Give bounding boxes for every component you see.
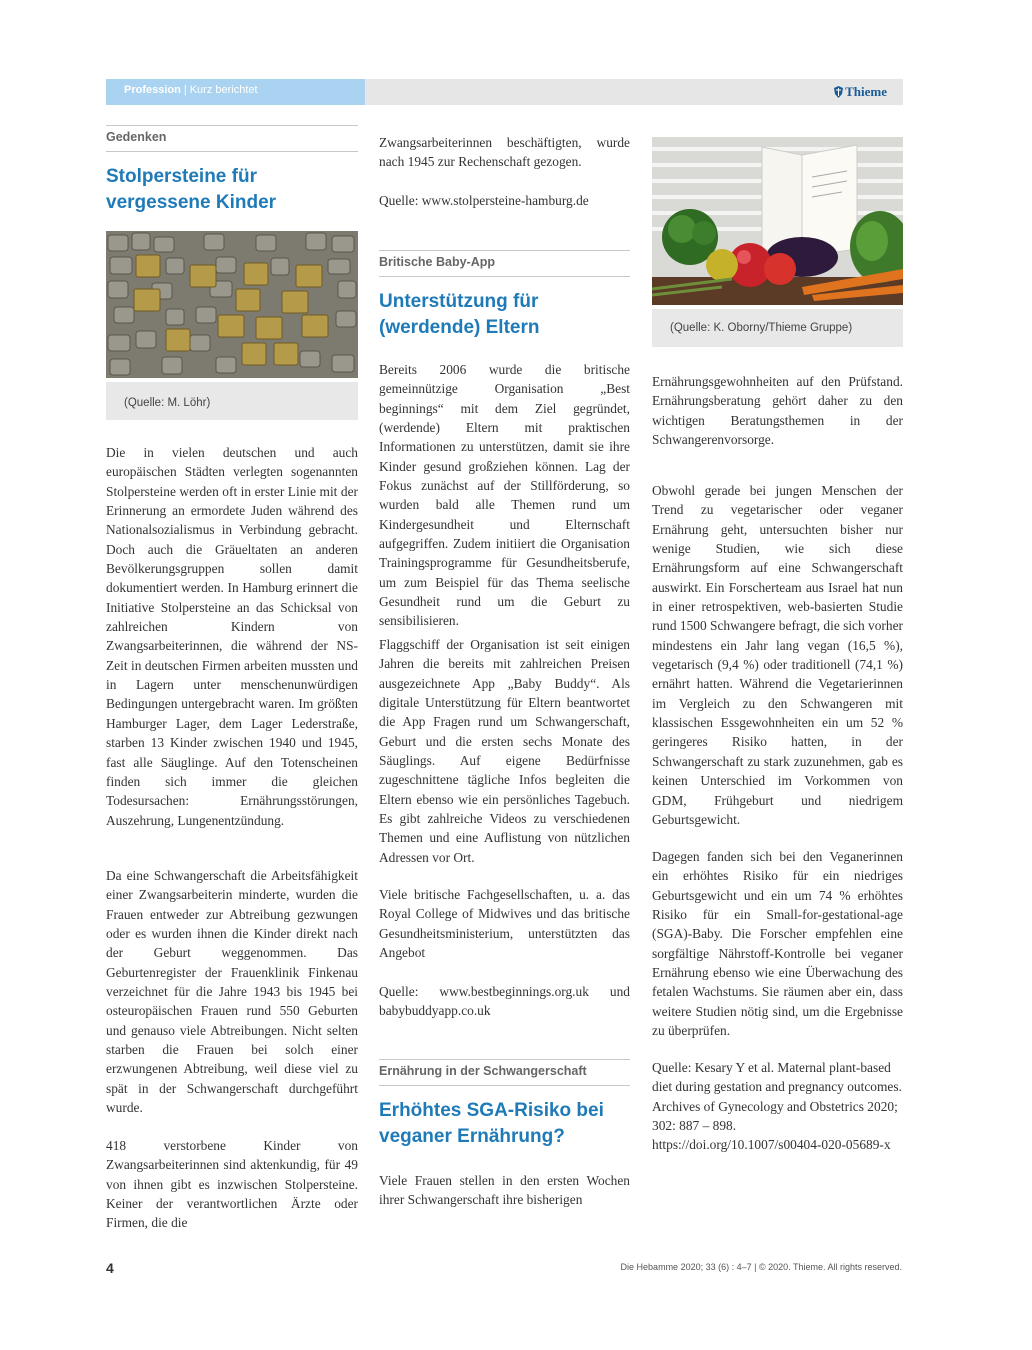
stolpersteine-photo	[106, 231, 358, 378]
article1-paragraph-1: Die in vielen deutschen und auch europäischen Städten verlegten sogenannten Stolpersteine werden oft in erster Linie mit der Erinnerung an ermordete Juden während des Nationalsozialismus in Verbindung gebracht. Doch auch die Gräueltaten an anderen Bevölkerungsgruppen sollen damit dokumentiert werden. In Hamburg erinnert die Initiative Stolpersteine an das Schicksal von zahlreichen Kindern von Zwangsarbeiterinnen, die während der NS-Zeit in deutschen Firmen arbeiten mussten und in Lagern unter menschenunwürdigen Bedingungen untergebracht waren. Im größten Hamburger Lager, dem Lager Lederstraße, starben 13 Kinder zwischen 1940 und 1945, fast alle Säuglinge. Auf den Totenscheinen finden sich immer die gleichen Todesursachen: Ernährungsstörungen, Auszehrung, Lungenentzündung.	[106, 445, 358, 828]
article3-paragraph-1: Viele Frauen stellen in den ersten Wochen ihrer Schwangerschaft ihre bisherigen	[379, 1173, 630, 1208]
article3-paragraph-2: Ernährungsgewohnheiten auf den Prüfstand. Ernährungsberatung gehört daher zu den wichtigen Beratungsthemen in der Schwangerenvorsorge.	[652, 374, 903, 448]
article1-paragraph-2: Da eine Schwangerschaft die Arbeitsfähigkeit einer Zwangsarbeiterin minderte, wurden die Frauen entweder zur Abtreibung gezwungen oder es wurden ihnen die Kinder direkt nach der Geburt weggenommen. Das Geburtenregister der Frauenklinik Finkenau verzeichnet für die Jahre 1943 bis 1945 bei osteuropäischen Frauen rund 550 Geburten und genauso viele Abtreibungen. Nicht selten starben die Frauen bei solch einer erzwungenen Abtreibung, weil diese viel zu spät in der Schwangerschaft durchgeführt wurde.	[106, 868, 358, 1116]
article2-headline: Unterstützung für (werdende) Eltern	[379, 291, 540, 338]
article1-source: Quelle: www.stolpersteine-hamburg.de	[379, 193, 589, 208]
article1-paragraph-4: Zwangsarbeiterinnen beschäftigten, wurde nach 1945 zur Rechenschaft gezogen.	[379, 135, 630, 170]
article2-paragraph-3: Viele britische Fachgesellschaften, u. a. das Royal College of Midwives und das britische Gesundheitsministerium, unterstützten das Angebot	[379, 887, 630, 961]
cobblestones-image	[106, 231, 358, 378]
article1-headline: Stolpersteine für vergessene Kinder	[106, 166, 277, 213]
footer-citation: Die Hebamme 2020; 33 (6) : 4–7 | © 2020. Thieme. All rights reserved.	[620, 1262, 902, 1272]
publisher-logo	[834, 84, 887, 100]
article3-source: Quelle: Kesary Y et al. Maternal plant-based diet during gestation and pregnancy outcomes. Archives of Gynecology and Obstetrics 2020; 302: 887 – 898. https://doi.org/10.1007/s00404-020-05689-x	[652, 1060, 902, 1153]
article2-paragraph-2: Flaggschiff der Organisation ist seit einigen Jahren die bereits mit zahlreichen Preisen ausgezeichnete App „Baby Buddy“. Als digitale Unterstützung für Eltern beantwortet die App Fragen rund um Schwangerschaft, Geburt und die ersten sechs Monate des Säuglings. Auf eigene Bedürfnisse zugeschnittene tägliche Infos begleiten die Eltern ebenso wie ein persönliches Tagebuch. Es gibt zahlreiche Videos zu verschiedenen Themen und eine Auflistung von nützlichen Adressen vor Ort.	[379, 637, 630, 865]
header-separator: |	[183, 84, 187, 96]
header-section-name: Profession	[124, 84, 181, 96]
page-number: 4	[106, 1260, 114, 1276]
article2-section-label: Britische Baby-App	[379, 250, 630, 277]
header-subsection: Kurz berichtet	[189, 84, 258, 96]
publisher-name: Thieme	[845, 84, 887, 99]
article3-paragraph-4: Dagegen fanden sich bei den Veganerinnen ein erhöhtes Risiko für ein niedriges Geburtsgewicht und ein um 74 % erhöhtes Risiko für ein Small-for-gestational-age (SGA)-Baby. Die Forscher empfehlen eine sorgfältige Nährstoff-Kontrolle bei veganer Ernährung ebenso wie eine Überwachung des fetalen Wachstums. Sie räumen aber ein, dass weitere Studien nötig sind, um die Ergebnisse zu überprüfen.	[652, 849, 903, 1039]
header-section	[106, 79, 365, 105]
article2-source: Quelle: www.bestbeginnings.org.uk und babybuddyapp.co.uk	[379, 984, 630, 1019]
vegetables-photo	[652, 137, 903, 305]
running-header	[106, 79, 903, 105]
article1-photo-caption: (Quelle: M. Löhr)	[106, 382, 358, 420]
article3-headline: Erhöhtes SGA-Risiko bei veganer Ernährung?	[379, 1100, 604, 1147]
vegetables-and-book-image	[652, 137, 903, 305]
article1-section-label: Gedenken	[106, 125, 358, 152]
thieme-logo-icon	[834, 86, 843, 98]
article3-section-label: Ernährung in der Schwangerschaft	[379, 1059, 630, 1086]
article3-paragraph-3: Obwohl gerade bei jungen Menschen der Trend zu vegetarischer oder veganer Ernährung geht, untersuchten bisher nur wenige Studien, wie sich diese Ernährungsform auf eine Schwangerschaft auswirkt. Ein Forscherteam aus Israel hat nun in einer retrospektiven, web-basierten Studie rund 1500 Schwangere befragt, die sich vorher mindestens ein Jahr lang vegan (16,5 %), vegetarisch (9,4 %) oder traditionell (74,1 %) ernährt hatten. Während die Vegetarierinnen im Vergleich zu den Schwangeren mit klassischen Essgewohnheiten ein um 52 % geringeres Risiko hatten, in der Schwangerschaft zu stark zuzunehmen, gab es keinen Unterschied im Vorkommen von GDM, Frühgeburt und niedrigem Geburtsgewicht.	[652, 483, 903, 827]
article2-paragraph-1: Bereits 2006 wurde die britische gemeinnützige Organisation „Best beginnings“ mit dem Ziel gegründet, (werdende) Eltern mit praktischen Informationen zu unterstützen, damit sie ihre Kinder gesund großziehen können. Lag der Fokus zunächst auf der Stillförderung, so wurden bald alle Themen rund um Kindergesundheit und Elternschaft aufgegriffen. Zudem initiiert die Organisation Trainingsprogramme für Gesundheitsberufe, um zum Beispiel für das Thema seelische Gesundheit rund um die Geburt zu sensibilisieren.	[379, 362, 630, 629]
article1-paragraph-3: 418 verstorbene Kinder von Zwangsarbeiterinnen sind aktenkundig, für 49 von ihnen gibt es inzwischen Stolpersteine. Keiner der verantwortlichen Ärzte oder Firmen, die die	[106, 1138, 358, 1231]
article3-photo-caption: (Quelle: K. Oborny/Thieme Gruppe)	[652, 309, 903, 347]
